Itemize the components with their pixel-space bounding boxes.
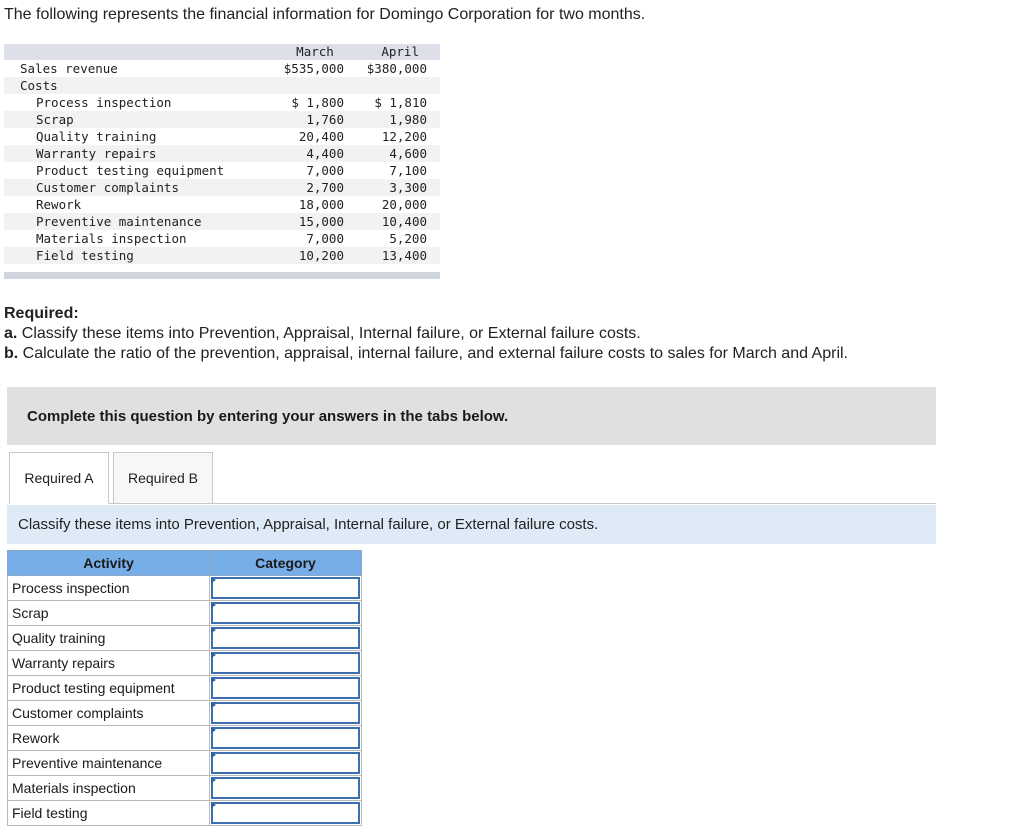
category-input[interactable] bbox=[211, 777, 360, 799]
financial-footer bbox=[4, 272, 440, 279]
classification-table bbox=[7, 550, 362, 826]
activity-cell: Product testing equipment bbox=[8, 676, 210, 701]
cost-label: Process inspection bbox=[36, 95, 172, 110]
sales-march: $535,000 bbox=[283, 61, 344, 76]
cost-april: $ 1,810 bbox=[374, 95, 427, 110]
table-row bbox=[8, 726, 362, 751]
activity-header: Activity bbox=[8, 551, 210, 576]
category-dropdown[interactable] bbox=[210, 701, 362, 726]
cost-april: 13,400 bbox=[381, 248, 427, 263]
tab-required-a[interactable]: Required A bbox=[9, 452, 109, 504]
category-dropdown[interactable] bbox=[210, 676, 362, 701]
required-b-label: b. bbox=[4, 345, 19, 362]
cost-label: Product testing equipment bbox=[36, 163, 225, 178]
cost-april: 3,300 bbox=[389, 180, 427, 195]
sales-row bbox=[4, 60, 440, 77]
table-row bbox=[8, 626, 362, 651]
table-row bbox=[8, 676, 362, 701]
cost-label: Scrap bbox=[36, 112, 74, 127]
activity-cell: Preventive maintenance bbox=[8, 751, 210, 776]
cost-april: 5,200 bbox=[389, 231, 427, 246]
sales-label: Sales revenue bbox=[20, 61, 118, 76]
activity-cell: Scrap bbox=[8, 601, 210, 626]
costs-label: Costs bbox=[20, 78, 58, 93]
cost-rows bbox=[4, 94, 440, 264]
category-dropdown[interactable] bbox=[210, 776, 362, 801]
category-input[interactable] bbox=[211, 627, 360, 649]
cost-row bbox=[4, 94, 440, 111]
required-b bbox=[4, 344, 848, 364]
tab-divider bbox=[109, 503, 936, 504]
category-input[interactable] bbox=[211, 602, 360, 624]
cost-march: $ 1,800 bbox=[291, 95, 344, 110]
required-a bbox=[4, 324, 848, 344]
cost-march: 10,200 bbox=[298, 248, 344, 263]
activity-cell: Materials inspection bbox=[8, 776, 210, 801]
sales-april: $380,000 bbox=[366, 61, 427, 76]
dropdown-marker-icon bbox=[211, 677, 216, 683]
cost-march: 2,700 bbox=[306, 180, 344, 195]
dropdown-marker-icon bbox=[211, 752, 216, 758]
activity-cell: Process inspection bbox=[8, 576, 210, 601]
category-dropdown[interactable] bbox=[210, 751, 362, 776]
table-row bbox=[8, 651, 362, 676]
category-input[interactable] bbox=[211, 727, 360, 749]
col-march-header: March bbox=[296, 44, 334, 59]
cost-april: 10,400 bbox=[381, 214, 427, 229]
required-section bbox=[4, 304, 848, 364]
cost-label: Quality training bbox=[36, 129, 157, 144]
cost-label: Rework bbox=[36, 197, 82, 212]
cost-row bbox=[4, 128, 440, 145]
category-dropdown[interactable] bbox=[210, 601, 362, 626]
cost-label: Materials inspection bbox=[36, 231, 187, 246]
costs-row bbox=[4, 77, 440, 94]
table-row bbox=[8, 801, 362, 826]
cost-label: Preventive maintenance bbox=[36, 214, 202, 229]
category-input[interactable] bbox=[211, 702, 360, 724]
category-input[interactable] bbox=[211, 752, 360, 774]
cost-april: 7,100 bbox=[389, 163, 427, 178]
intro-text: The following represents the financial information for Domingo Corporation for two months. bbox=[4, 6, 646, 23]
activity-cell: Customer complaints bbox=[8, 701, 210, 726]
category-input[interactable] bbox=[211, 652, 360, 674]
cost-april: 12,200 bbox=[381, 129, 427, 144]
required-title: Required: bbox=[4, 305, 79, 322]
dropdown-marker-icon bbox=[211, 577, 216, 583]
dropdown-marker-icon bbox=[211, 627, 216, 633]
dropdown-marker-icon bbox=[211, 727, 216, 733]
cost-april: 4,600 bbox=[389, 146, 427, 161]
table-row bbox=[8, 576, 362, 601]
cost-row bbox=[4, 196, 440, 213]
cost-row bbox=[4, 213, 440, 230]
category-input[interactable] bbox=[211, 677, 360, 699]
activity-cell: Warranty repairs bbox=[8, 651, 210, 676]
cost-march: 1,760 bbox=[306, 112, 344, 127]
dropdown-marker-icon bbox=[211, 702, 216, 708]
table-row bbox=[8, 601, 362, 626]
category-dropdown[interactable] bbox=[210, 726, 362, 751]
dropdown-marker-icon bbox=[211, 802, 216, 808]
financial-header bbox=[4, 44, 440, 60]
category-header: Category bbox=[210, 551, 362, 576]
cost-label: Customer complaints bbox=[36, 180, 179, 195]
dropdown-marker-icon bbox=[211, 777, 216, 783]
cost-march: 20,400 bbox=[298, 129, 344, 144]
cost-row bbox=[4, 162, 440, 179]
tab-instruction: Classify these items into Prevention, Appraisal, Internal failure, or External failure costs. bbox=[7, 505, 936, 544]
activity-cell: Rework bbox=[8, 726, 210, 751]
dropdown-marker-icon bbox=[211, 602, 216, 608]
table-row bbox=[8, 751, 362, 776]
category-input[interactable] bbox=[211, 577, 360, 599]
cost-row bbox=[4, 179, 440, 196]
category-dropdown[interactable] bbox=[210, 576, 362, 601]
financial-table bbox=[4, 44, 440, 279]
cost-march: 18,000 bbox=[298, 197, 344, 212]
category-dropdown[interactable] bbox=[210, 801, 362, 826]
cost-label: Warranty repairs bbox=[36, 146, 157, 161]
required-a-text: Classify these items into Prevention, Appraisal, Internal failure, or External failure costs. bbox=[17, 325, 641, 342]
cost-march: 7,000 bbox=[306, 231, 344, 246]
category-input[interactable] bbox=[211, 802, 360, 824]
dropdown-marker-icon bbox=[211, 652, 216, 658]
category-dropdown[interactable] bbox=[210, 626, 362, 651]
required-b-text: Calculate the ratio of the prevention, appraisal, internal failure, and external failure costs to sales for March and April. bbox=[18, 345, 848, 362]
cost-april: 20,000 bbox=[381, 197, 427, 212]
cost-april: 1,980 bbox=[389, 112, 427, 127]
col-april-header: April bbox=[381, 44, 419, 59]
table-row bbox=[8, 701, 362, 726]
activity-cell: Quality training bbox=[8, 626, 210, 651]
cost-march: 15,000 bbox=[298, 214, 344, 229]
cost-march: 7,000 bbox=[306, 163, 344, 178]
cost-row bbox=[4, 247, 440, 264]
cost-row bbox=[4, 145, 440, 162]
activity-cell: Field testing bbox=[8, 801, 210, 826]
tab-bar bbox=[9, 452, 217, 504]
cost-label: Field testing bbox=[36, 248, 134, 263]
table-row bbox=[8, 776, 362, 801]
cost-row bbox=[4, 230, 440, 247]
cost-row bbox=[4, 111, 440, 128]
required-a-label: a. bbox=[4, 325, 18, 342]
category-dropdown[interactable] bbox=[210, 651, 362, 676]
cost-march: 4,400 bbox=[306, 146, 344, 161]
instruction-banner: Complete this question by entering your answers in the tabs below. bbox=[7, 387, 936, 445]
tab-required-b[interactable]: Required B bbox=[113, 452, 213, 504]
